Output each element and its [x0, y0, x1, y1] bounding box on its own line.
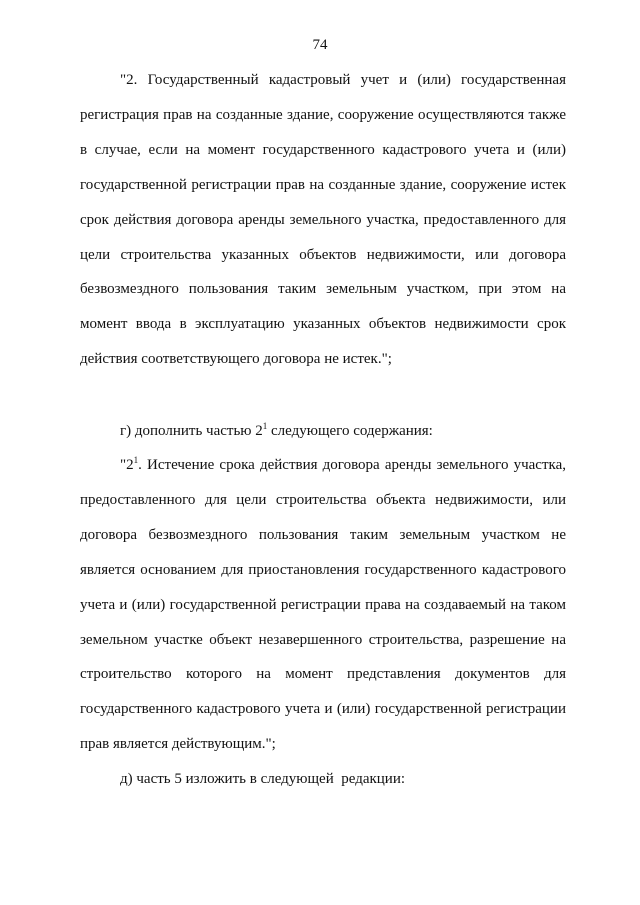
- item-g-text-before: г) дополнить частью 2: [120, 423, 263, 439]
- page-number: 74: [312, 37, 328, 53]
- paragraph-item-d: д) часть 5 изложить в следующей редакции:: [120, 771, 406, 787]
- paragraph-part-2-1-text: [80, 448, 566, 762]
- paragraph-part-2-text: "2. Государственный кадастровый учет и (или) государственная регистрация прав на созданные здание, сооружение осуществляются также в случае, если на момент государственного кадастрового учета и (или) государственной регистрации прав на созданные здание, сооружение истек срок действия договора аренды земельного участка, предоставленного для цели строительства указанных объектов недвижимости, или договора безвозмездного пользования таким земельным участком, при этом на момент ввода в эксплуатацию указанных объектов недвижимости срок действия соответствующего договора не истек.";: [80, 72, 566, 368]
- item-g-superscript: 1: [262, 421, 268, 431]
- part-2-1-superscript: 1: [133, 455, 139, 465]
- part-2-1-text-before: "2: [120, 457, 134, 473]
- part-2-1-text-after: . Истечение срока действия договора аренды земельного участка, предоставленного для цели строительства объекта недвижимости, или договора безвозмездного пользования таким земельным участком не является основанием для приостановления государственного кадастрового учета и (или) государственной регистрации права на создаваемый на таком земельном участке объект незавершенного строительства, разрешение на строительство которого на момент представления документов для государственного кадастрового учета и (или) государственной регистрации прав является действующим.";: [80, 457, 566, 753]
- paragraph-item-g: [120, 421, 433, 441]
- item-g-text-after: следующего содержания:: [267, 423, 433, 439]
